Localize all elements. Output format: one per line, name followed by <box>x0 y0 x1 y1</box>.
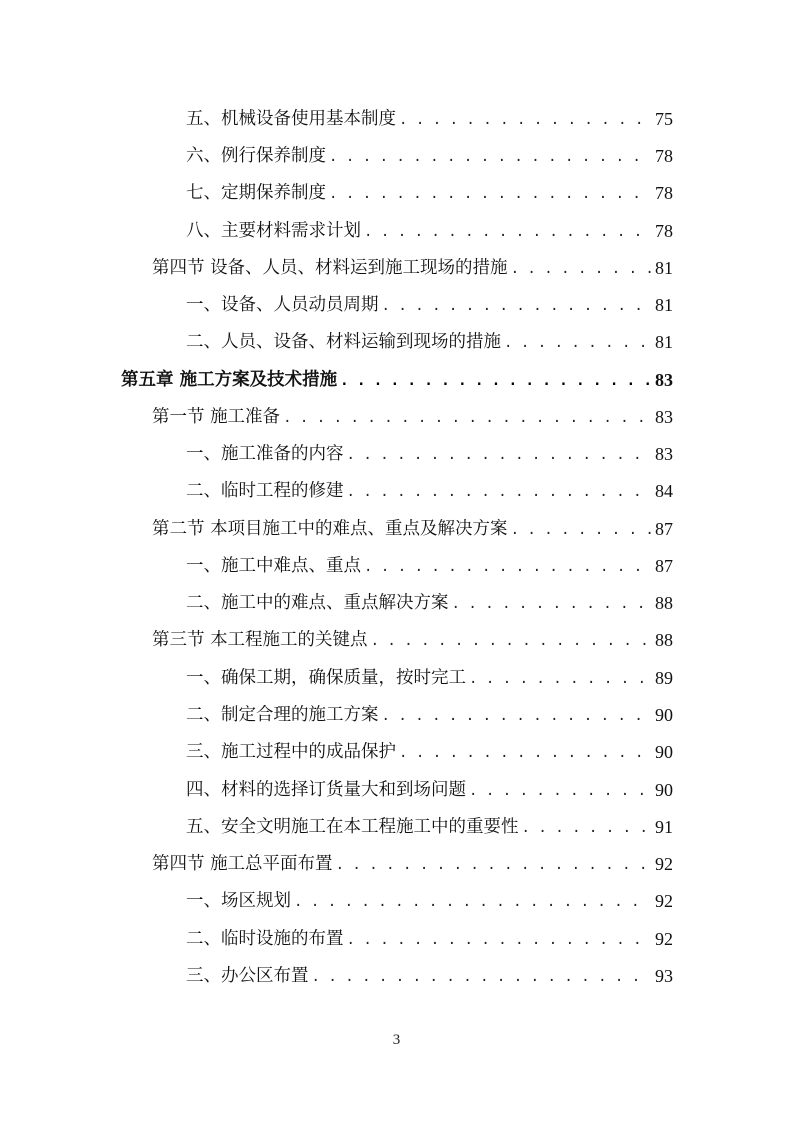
toc-section-entry[interactable] <box>152 627 673 653</box>
dot-leader <box>312 965 652 989</box>
toc-entry-label: 第五章 施工方案及技术措施 <box>121 370 338 390</box>
toc-entry-label: 二、临时工程的修建 <box>186 481 344 501</box>
toc-entry-label: 二、临时设施的布置 <box>186 929 344 949</box>
toc-entry-label: 第一节 施工准备 <box>152 407 281 427</box>
dot-leader <box>399 741 651 765</box>
toc-entry-label: 一、设备、人员动员周期 <box>186 295 379 315</box>
toc-entry-label: 三、施工过程中的成品保护 <box>186 742 396 762</box>
dot-leader <box>469 779 651 803</box>
toc-entry-page: 83 <box>655 407 673 427</box>
toc-entry-label: 二、制定合理的施工方案 <box>186 705 379 725</box>
dot-leader <box>283 406 651 430</box>
toc-entry-page: 90 <box>655 705 673 725</box>
toc-entry-label: 五、机械设备使用基本制度 <box>186 109 396 129</box>
toc-entry-page: 83 <box>655 370 673 390</box>
dot-leader <box>399 108 651 132</box>
toc-entry[interactable] <box>186 702 673 728</box>
dot-leader <box>522 816 652 840</box>
dot-leader <box>469 667 651 691</box>
toc-entry-page: 84 <box>655 481 673 501</box>
toc-entry-page: 81 <box>655 332 673 352</box>
toc-entry[interactable] <box>186 665 673 691</box>
toc-entry[interactable] <box>186 888 673 914</box>
toc-entry-page: 87 <box>655 519 673 539</box>
toc-entry-label: 一、施工准备的内容 <box>186 444 344 464</box>
dot-leader <box>329 145 651 169</box>
dot-leader <box>452 592 652 616</box>
toc-entry-page: 89 <box>655 668 673 688</box>
toc-section-entry[interactable] <box>152 516 673 542</box>
toc-entry-label: 一、场区规划 <box>186 891 291 911</box>
dot-leader <box>364 220 651 244</box>
toc-entry[interactable] <box>186 590 673 616</box>
toc-section-entry[interactable] <box>152 851 673 877</box>
dot-leader <box>364 555 651 579</box>
toc-entry-page: 90 <box>655 742 673 762</box>
dot-leader <box>382 294 652 318</box>
toc-entry[interactable] <box>186 180 673 206</box>
toc-entry-label: 七、定期保养制度 <box>186 183 326 203</box>
toc-entry-label: 第四节 施工总平面布置 <box>152 854 333 874</box>
toc-entry[interactable] <box>186 143 673 169</box>
dot-leader <box>294 890 651 914</box>
dot-leader <box>347 928 652 952</box>
toc-entry[interactable] <box>186 478 673 504</box>
toc-entry-page: 88 <box>655 593 673 613</box>
dot-leader <box>504 331 651 355</box>
toc-entry[interactable] <box>186 963 673 989</box>
toc-entry[interactable] <box>186 553 673 579</box>
dot-leader <box>340 369 651 393</box>
toc-entry-page: 75 <box>655 109 673 129</box>
toc-entry-page: 92 <box>655 929 673 949</box>
toc-entry-label: 二、人员、设备、材料运输到现场的措施 <box>186 332 501 352</box>
toc-section-entry[interactable] <box>152 255 673 281</box>
toc-entry[interactable] <box>186 926 673 952</box>
toc-entry-page: 78 <box>655 221 673 241</box>
toc-entry-label: 第四节 设备、人员、材料运到施工现场的措施 <box>152 258 508 278</box>
toc-entry[interactable] <box>186 106 673 132</box>
toc-entry-label: 六、例行保养制度 <box>186 146 326 166</box>
toc-chapter-entry[interactable] <box>121 367 673 393</box>
toc-entry-label: 三、办公区布置 <box>186 966 309 986</box>
toc-entry[interactable] <box>186 739 673 765</box>
toc-entry[interactable] <box>186 441 673 467</box>
dot-leader <box>347 480 652 504</box>
toc-entry-page: 90 <box>655 780 673 800</box>
toc-entry-page: 83 <box>655 444 673 464</box>
toc-entry-page: 78 <box>655 183 673 203</box>
toc-entry[interactable] <box>186 329 673 355</box>
toc-entry-label: 第二节 本项目施工中的难点、重点及解决方案 <box>152 519 508 539</box>
toc-entry-page: 81 <box>655 258 673 278</box>
toc-entry-page: 92 <box>655 854 673 874</box>
dot-leader <box>371 629 651 653</box>
dot-leader <box>382 704 652 728</box>
toc-entry-label: 四、材料的选择订货量大和到场问题 <box>186 780 466 800</box>
dot-leader <box>511 257 651 281</box>
toc-entry-page: 93 <box>655 966 673 986</box>
toc-entry[interactable] <box>186 777 673 803</box>
page-number: 3 <box>392 1032 401 1048</box>
toc-entry-label: 一、施工中难点、重点 <box>186 556 361 576</box>
dot-leader <box>329 182 651 206</box>
toc-section-entry[interactable] <box>152 404 673 430</box>
toc-entry-label: 八、主要材料需求计划 <box>186 221 361 241</box>
toc-entry-label: 二、施工中的难点、重点解决方案 <box>186 593 449 613</box>
toc-entry-page: 88 <box>655 630 673 650</box>
toc-entry-page: 78 <box>655 146 673 166</box>
dot-leader <box>347 443 652 467</box>
toc-entry-page: 91 <box>655 817 673 837</box>
dot-leader <box>511 518 651 542</box>
toc-entry-label: 一、确保工期，确保质量，按时完工 <box>186 668 466 688</box>
toc-entry-label: 五、安全文明施工在本工程施工中的重要性 <box>186 817 519 837</box>
toc-entry-page: 87 <box>655 556 673 576</box>
dot-leader <box>336 853 651 877</box>
toc-entry-page: 92 <box>655 891 673 911</box>
toc-entry[interactable] <box>186 814 673 840</box>
toc-entry-page: 81 <box>655 295 673 315</box>
toc-entry[interactable] <box>186 218 673 244</box>
toc-entry[interactable] <box>186 292 673 318</box>
toc-entry-label: 第三节 本工程施工的关键点 <box>152 630 368 650</box>
